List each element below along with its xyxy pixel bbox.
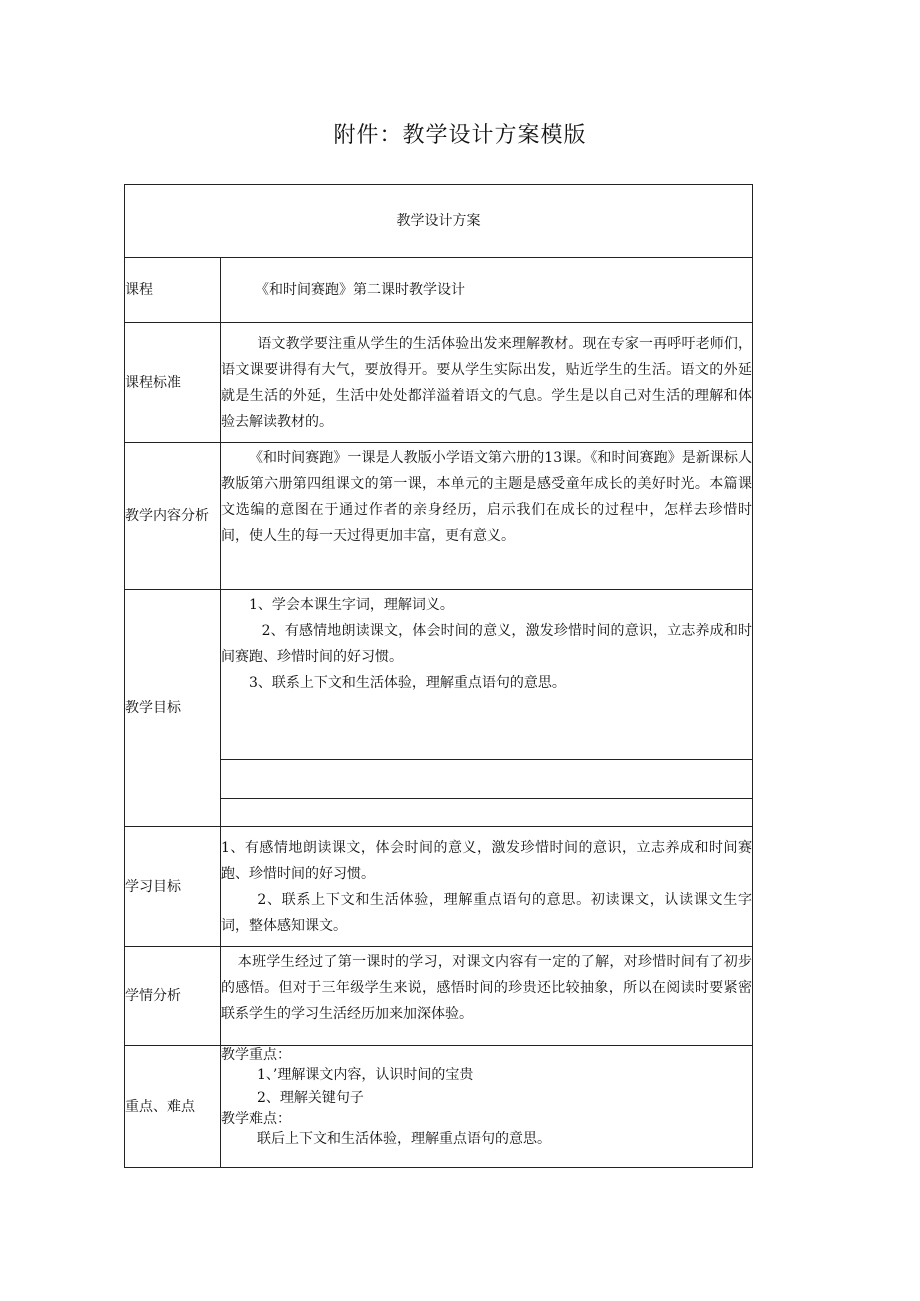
value-teaching-goals xyxy=(221,590,753,760)
key-item-1: 1、’理解课文内容，认识时间的宝贵 xyxy=(257,1067,474,1083)
row-teaching-goals xyxy=(125,590,753,760)
row-standard xyxy=(125,323,753,443)
value-learning-goals xyxy=(221,827,753,947)
teaching-design-table xyxy=(124,184,753,1168)
student-analysis-text: 本班学生经过了第一课时的学习，对课文内容有一定的了解，对珍惜时间有了初步的感悟。但对于三年级学生来说，感悟时间的珍贵还比较抽象，所以在阅读时要紧密联系学生的学习生活经历加来加深体验。 xyxy=(221,954,752,1022)
learning-goal-2: 2、联系上下文和生活体验，理解重点语句的意思。初读课文，认读课文生字词，整体感知课文。 xyxy=(221,891,752,934)
label-student-analysis: 学情分析 xyxy=(125,947,221,1046)
course-title: 《和时间赛跑》第二课时教学设计 xyxy=(255,282,465,298)
label-teaching-goals: 教学目标 xyxy=(125,590,221,827)
label-learning-goals: 学习目标 xyxy=(125,827,221,947)
row-key-points xyxy=(125,1046,753,1168)
teaching-goal-3: 3、联系上下文和生活体验，理解重点语句的意思。 xyxy=(249,675,566,691)
difficulty-text: 联后上下文和生活体验，理解重点语句的意思。 xyxy=(257,1131,551,1147)
key-item-2: 2、理解关键句子 xyxy=(257,1090,364,1106)
label-key-points: 重点、难点 xyxy=(125,1046,221,1168)
row-learning-goals xyxy=(125,827,753,947)
key-heading: 教学重点： xyxy=(221,1047,291,1063)
teaching-goal-1: 1、学会本课生字词，理解词义。 xyxy=(249,597,454,613)
standard-text: 语文教学要注重从学生的生活体验出发来理解教材。现在专家一再呼吁老师们，语文课要讲得有大气，要放得开。要从学生实际出发，贴近学生的生活。语文的外延就是生活的外延，生活中处处都洋溢着语文的气息。学生是以自己对生活的理解和体验去解读教材的。 xyxy=(221,335,752,430)
content-analysis-text: 《和时间赛跑》一课是人教版小学语文第六册的13课。《和时间赛跑》是新课标人教版第六册第四组课文的第一课，本单元的主题是感受童年成长的美好时光。本篇课文选编的意图在于通过作者的亲身经历，启示我们在成长的过程中，怎样去珍惜时间，使人生的每一天过得更加丰富，更有意义。 xyxy=(221,450,752,544)
empty-cell-1 xyxy=(221,760,753,799)
row-course xyxy=(125,258,753,323)
row-content-analysis xyxy=(125,443,753,590)
label-course: 课程 xyxy=(125,258,221,323)
label-standard: 课程标准 xyxy=(125,323,221,443)
teaching-goal-2: 2、有感情地朗读课文，体会时间的意义，激发珍惜时间的意识，立志养成和时间赛跑、珍惜时间的好习惯。 xyxy=(221,623,752,665)
value-student-analysis xyxy=(221,947,753,1046)
value-standard xyxy=(221,323,753,443)
value-content-analysis xyxy=(221,443,753,590)
value-key-points xyxy=(221,1046,753,1168)
table-header-row xyxy=(125,185,753,258)
table-header: 教学设计方案 xyxy=(125,185,753,258)
empty-cell-2 xyxy=(221,799,753,827)
difficulty-heading: 教学难点： xyxy=(221,1111,291,1127)
label-content-analysis: 教学内容分析 xyxy=(125,443,221,590)
document-title: 附件：教学设计方案模版 xyxy=(333,123,587,148)
value-course xyxy=(221,258,753,323)
row-student-analysis xyxy=(125,947,753,1046)
learning-goal-1: 1、有感情地朗读课文，体会时间的意义，激发珍惜时间的意识，立志养成和时间赛跑、珍惜时间的好习惯。 xyxy=(221,839,752,882)
